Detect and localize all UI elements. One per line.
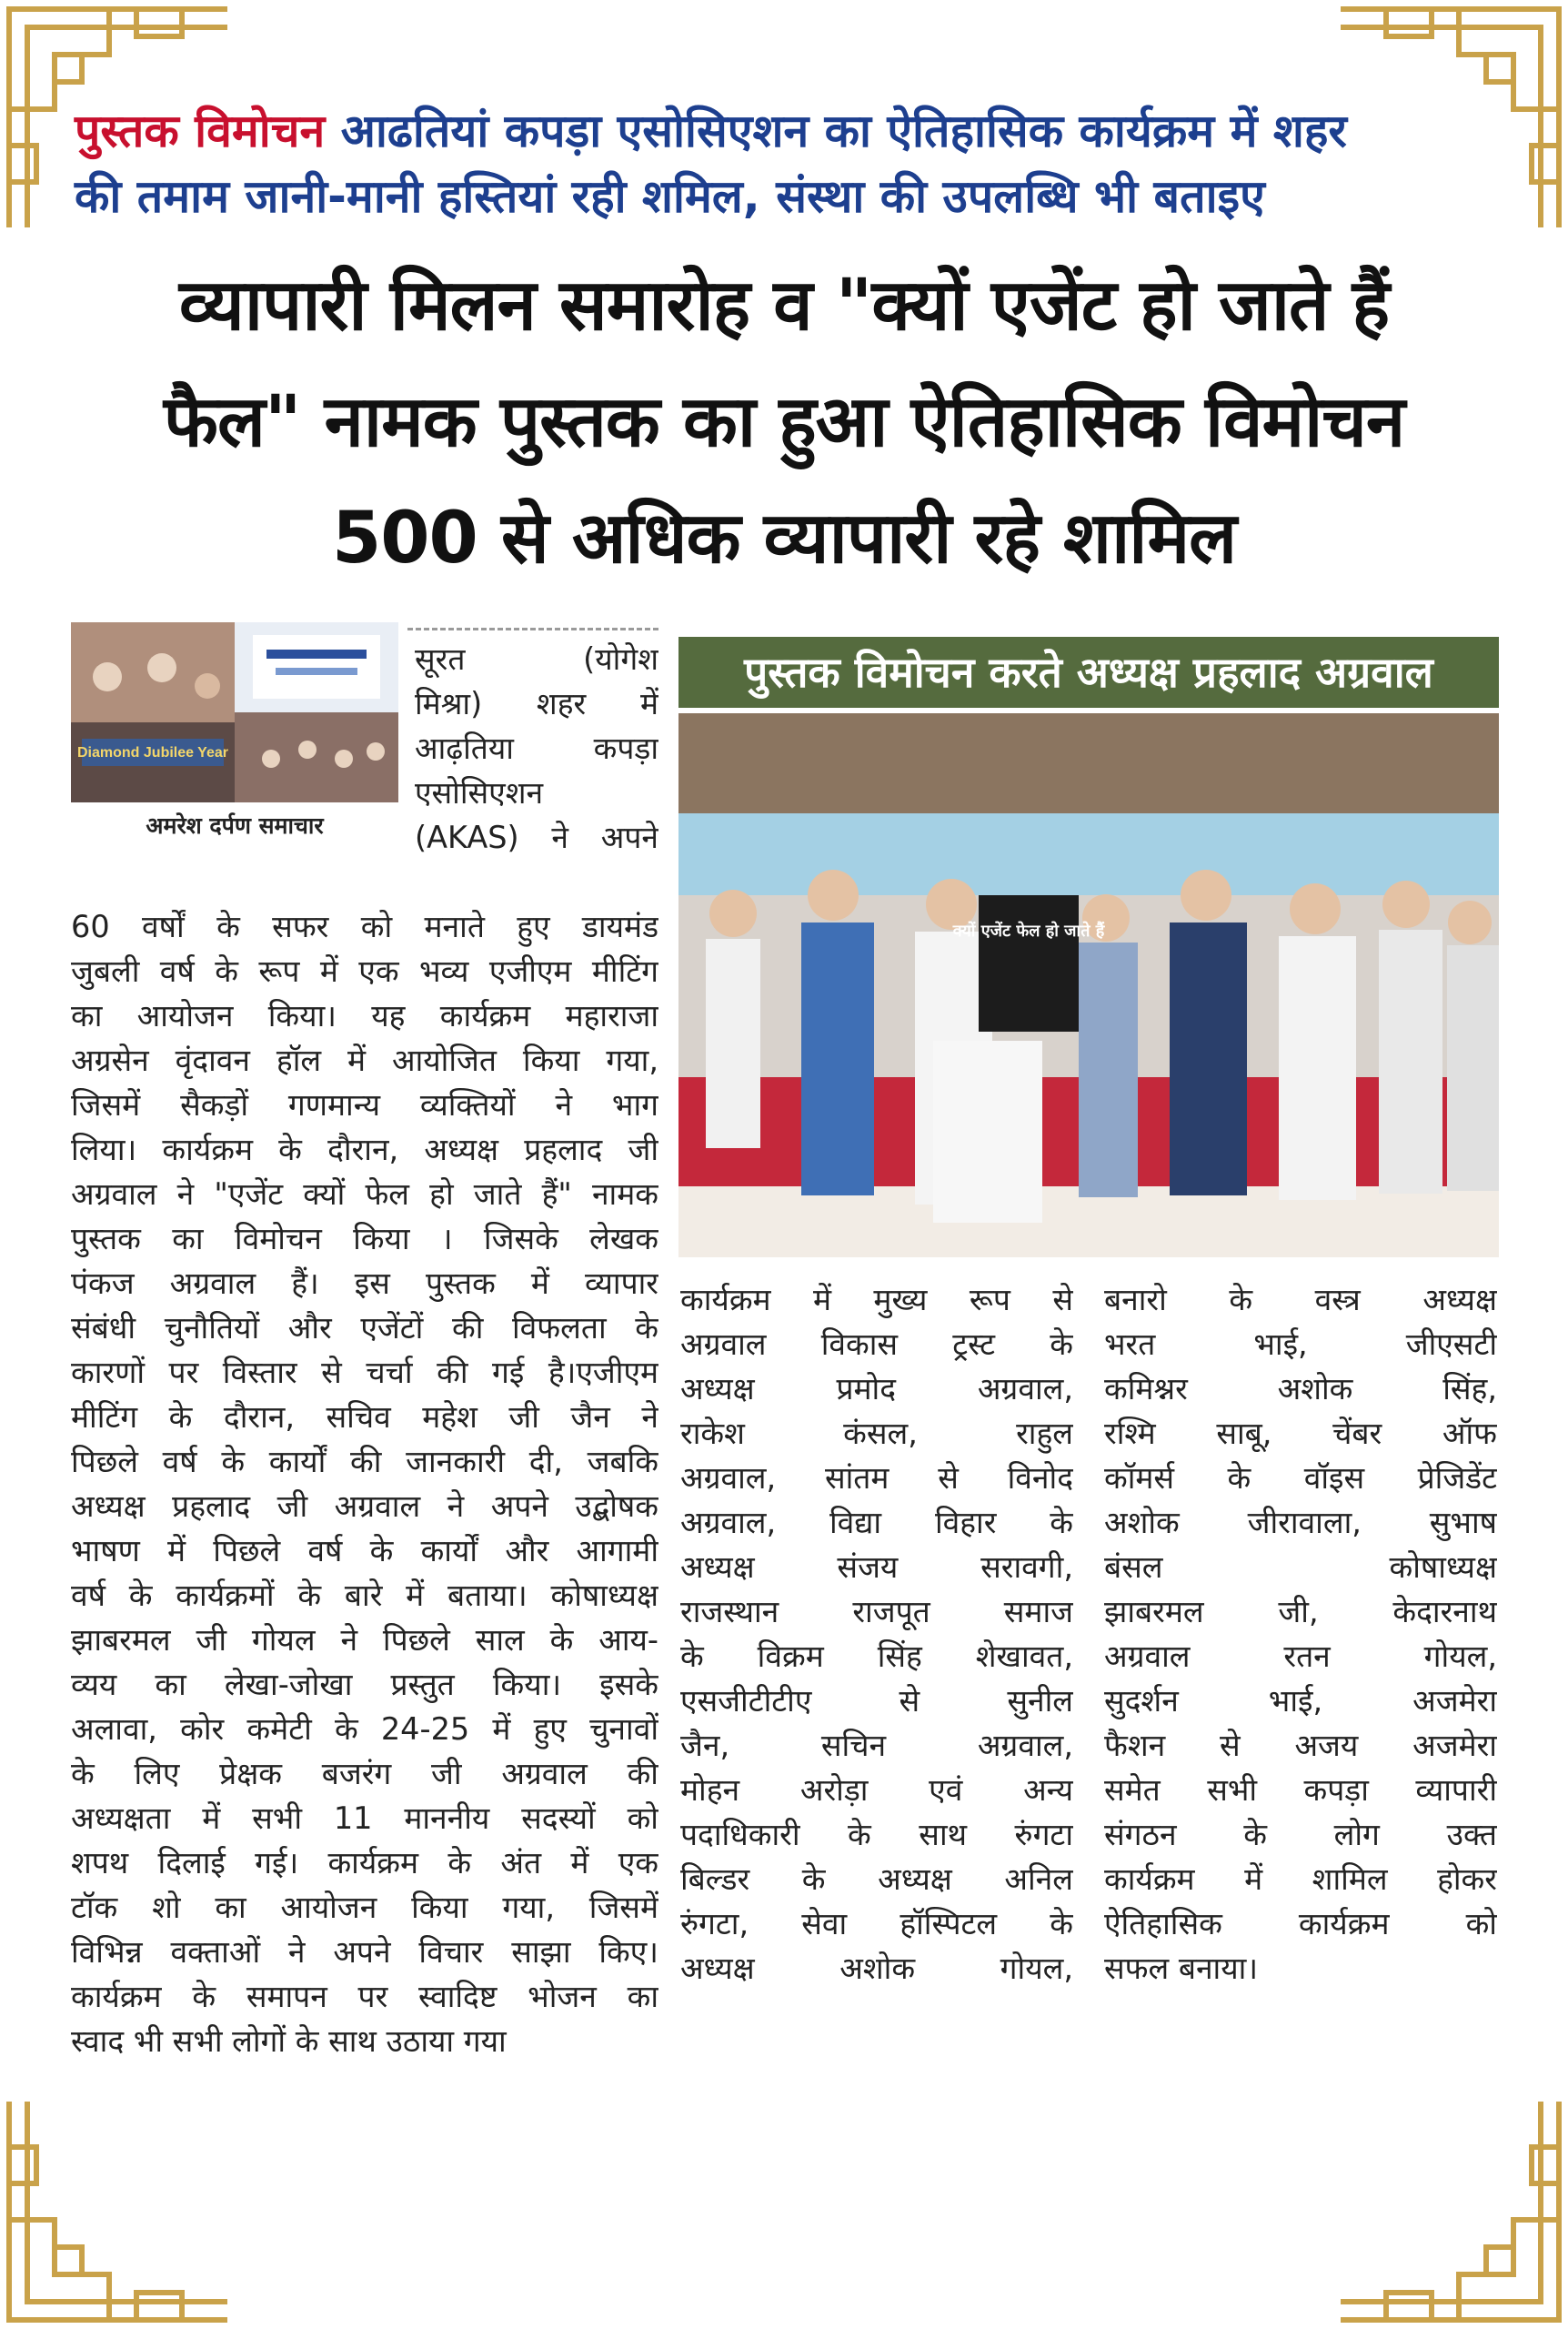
text-line: राकेश कंसल, राहुल xyxy=(680,1416,1073,1451)
kicker-tag: पुस्तक विमोचन xyxy=(75,105,326,157)
text-line: पदाधिकारी के साथ रुंगटा xyxy=(680,1817,1073,1852)
text-line: कारणों पर विस्तार से चर्चा की गई है।एजीएम xyxy=(71,1355,658,1390)
event-photo xyxy=(678,713,1499,1257)
article-column-1 xyxy=(71,904,658,2063)
text-line: सफल बनाया। xyxy=(1104,1951,1259,1986)
photo-title: पुस्तक विमोचन करते अध्यक्ष प्रहलाद अग्रवाल xyxy=(678,637,1499,708)
text-line: 60 वर्षों के सफर को मनाते हुए डायमंड xyxy=(71,909,658,944)
text-line: का आयोजन किया। यह कार्यक्रम महाराजा xyxy=(71,998,658,1033)
text-line: वर्ष के कार्यक्रमों के बारे में बताया। कोषाध्यक्ष xyxy=(71,1578,658,1613)
text-line: झाबरमल जी गोयल ने पिछले साल के आय- xyxy=(71,1622,658,1658)
text-line: भरत भाई, जीएसटी xyxy=(1104,1326,1497,1362)
kicker-line1: आढतियां कपड़ा एसोसिएशन का ऐतिहासिक कार्यक्रम में शहर xyxy=(340,105,1347,157)
text-line: ऐतिहासिक कार्यक्रम को xyxy=(1104,1906,1497,1941)
thumbnail-image xyxy=(71,622,398,802)
text-line: पिछले वर्ष के कार्यों की जानकारी दी, जबकि xyxy=(71,1444,658,1479)
text-line: राजस्थान राजपूत समाज xyxy=(680,1594,1073,1629)
text-line: रश्मि साबू, चेंबर ऑफ xyxy=(1104,1416,1497,1451)
book-cover-text: क्यों एजेंट फेल हो जाते हैं xyxy=(952,922,1105,941)
text-line: कार्यक्रम के समापन पर स्वादिष्ट भोजन का xyxy=(71,1979,658,2014)
text-line: झाबरमल जी, केदारनाथ xyxy=(1104,1594,1497,1629)
article-column-2 xyxy=(680,1277,1073,1991)
text-line: अध्यक्ष संजय सरावगी, xyxy=(680,1549,1073,1585)
text-line: बिल्डर के अध्यक्ष अनिल xyxy=(680,1861,1073,1897)
text-line: एसजीटीटीए से सुनील xyxy=(680,1683,1073,1719)
text-line: जिसमें सैकड़ों गणमान्य व्यक्तियों ने भाग xyxy=(71,1087,658,1123)
text-line: पुस्तक का विमोचन किया । जिसके लेखक xyxy=(71,1221,658,1256)
text-line: व्यय का लेखा-जोखा प्रस्तुत किया। इसके xyxy=(71,1667,658,1702)
dotted-divider xyxy=(407,628,658,630)
text-line: जैन, सचिन अग्रवाल, xyxy=(680,1728,1073,1763)
text-line: अध्यक्षता में सभी 11 माननीय सदस्यों को xyxy=(71,1800,658,1836)
text-line: अग्रवाल विकास ट्रस्ट के xyxy=(680,1326,1073,1362)
headline-line1: व्यापारी मिलन समारोह व "क्यों एजेंट हो जाते हैं xyxy=(178,265,1390,347)
text-line: एसोसिएशन xyxy=(415,775,544,811)
text-line: (AKAS) ने अपने xyxy=(415,820,658,855)
text-line: लिया। कार्यक्रम के दौरान, अध्यक्ष प्रहलाद जी xyxy=(71,1132,658,1167)
text-line: कार्यक्रम में मुख्य रूप से xyxy=(680,1282,1073,1317)
text-line: अध्यक्ष प्रहलाद जी अग्रवाल ने अपने उद्बोषक xyxy=(71,1488,658,1524)
text-line: मीटिंग के दौरान, सचिव महेश जी जैन ने xyxy=(71,1399,658,1435)
text-line: मोहन अरोड़ा एवं अन्य xyxy=(680,1772,1073,1808)
headline-line3: 500 से अधिक व्यापारी रहे शामिल xyxy=(331,498,1236,580)
text-line: अग्रवाल ने "एजेंट क्यों फेल हो जाते हैं" नामक xyxy=(71,1176,658,1212)
text-line: संगठन के लोग उक्त xyxy=(1104,1817,1497,1852)
text-line: सुदर्शन भाई, अजमेरा xyxy=(1104,1683,1497,1719)
article-column-3 xyxy=(1104,1277,1497,1991)
text-line: टॉक शो का आयोजन किया गया, जिसमें xyxy=(71,1890,658,1925)
text-line: मिश्रा) शहर में xyxy=(415,686,658,721)
text-line: विभिन्न वक्ताओं ने अपने विचार साझा किए। xyxy=(71,1934,658,1970)
thumbnail-banner-text: Diamond Jubilee Year xyxy=(77,745,228,761)
text-line: संबंधी चुनौतियों और एजेंटों की विफलता के xyxy=(71,1310,658,1346)
text-line: अग्रवाल रतन गोयल, xyxy=(1104,1638,1497,1674)
text-line: के लिए प्रेक्षक बजरंग जी अग्रवाल की xyxy=(71,1756,658,1791)
text-line: भाषण में पिछले वर्ष के कार्यों और आगामी xyxy=(71,1533,658,1568)
text-line: कार्यक्रम में शामिल होकर xyxy=(1104,1861,1497,1897)
kicker xyxy=(75,98,1503,229)
text-line: सूरत (योगेश xyxy=(415,641,658,677)
text-line: अध्यक्ष अशोक गोयल, xyxy=(680,1951,1073,1986)
text-line: रुंगटा, सेवा हॉस्पिटल के xyxy=(680,1906,1073,1941)
text-line: अग्रवाल, विद्या विहार के xyxy=(680,1505,1073,1540)
text-line: अध्यक्ष प्रमोद अग्रवाल, xyxy=(680,1371,1073,1406)
text-line: कॉमर्स के वॉइस प्रेजिडेंट xyxy=(1104,1460,1497,1496)
text-line: बनारो के वस्त्र अध्यक्ष xyxy=(1104,1282,1497,1317)
text-line: कमिश्नर अशोक सिंह, xyxy=(1104,1371,1497,1406)
text-line: जुबली वर्ष के रूप में एक भव्य एजीएम मीटिंग xyxy=(71,953,658,989)
text-line: बंसल कोषाध्यक्ष xyxy=(1104,1549,1497,1585)
text-line: समेत सभी कपड़ा व्यापारी xyxy=(1104,1772,1497,1808)
headline xyxy=(55,247,1513,597)
article-intro-column xyxy=(415,637,658,860)
headline-line2: फैल" नामक पुस्तक का हुआ ऐतिहासिक विमोचन xyxy=(163,381,1405,463)
text-line: पंकज अग्रवाल हैं। इस पुस्तक में व्यापार xyxy=(71,1265,658,1301)
text-line: के विक्रम सिंह शेखावत, xyxy=(680,1638,1073,1674)
text-line: आढ़तिया कपड़ा xyxy=(415,731,658,766)
thumbnail-caption: अमरेश दर्पण समाचार xyxy=(146,812,324,839)
corner-ornament-icon xyxy=(0,2092,236,2329)
text-line: फैशन से अजय अजमेरा xyxy=(1104,1728,1497,1763)
kicker-line2: की तमाम जानी-मानी हस्तियां रही शमिल, संस्था की उपलब्धि भी बताइए xyxy=(75,170,1265,223)
text-line: शपथ दिलाई गई। कार्यक्रम के अंत में एक xyxy=(71,1845,658,1880)
text-line: अलावा, कोर कमेटी के 24-25 में हुए चुनावों xyxy=(71,1711,658,1747)
text-line: अशोक जीरावाला, सुभाष xyxy=(1104,1505,1497,1540)
text-line: अग्रसेन वृंदावन हॉल में आयोजित किया गया, xyxy=(71,1043,658,1078)
text-line: अग्रवाल, सांतम से विनोद xyxy=(680,1460,1073,1496)
corner-ornament-icon xyxy=(1332,2092,1568,2329)
text-line: स्वाद भी सभी लोगों के साथ उठाया गया xyxy=(71,2023,507,2059)
